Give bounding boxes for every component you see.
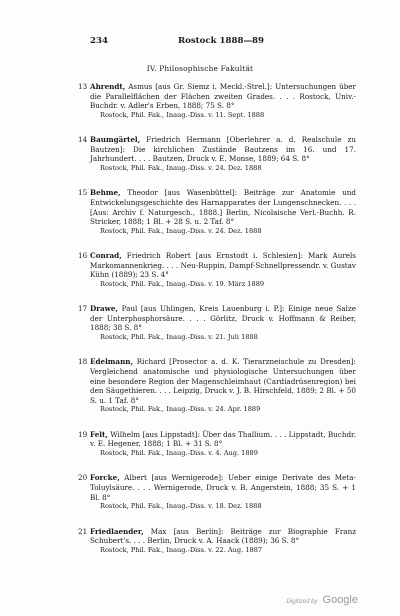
entry-text: Paul [aus Uhlingen, Kreis Lauenburg i. P.]: Einige neue Salze der Unterphosphorsäure. . . . Görlitz, Druck v. Hoffmann & Reiber, 1888; 38 S. 8° [90,304,356,333]
entry-meta: Rostock, Phil. Fak., Inaug.-Diss. v. 24. Dez. 1888 [100,226,262,235]
author-name: Drawe, [90,304,118,314]
entry-number: 20 [78,473,88,483]
entry-meta: Rostock, Phil. Fak., Inaug.-Diss. v. 21. Juli 1888 [100,333,258,342]
list-item [78,526,356,556]
author-name: Felt, [90,429,108,439]
watermark-brand: Google [322,594,358,606]
entry-meta: Rostock, Phil. Fak., Inaug.-Diss. v. 18. Dez. 1888 [100,502,262,511]
entry-text: Theodor [aus Wasenbüttel]: Beiträge zur Anatomie und Entwickelungsgeschichte des Harnapparates der Lungenschnecken. . . . [Aus: Archiv f. Naturgesch., 1888.] Berlin, Nicolaische Verl.-Buchh. R. Stricker, 1888; 1 Bl. + 28 S. u. 2 Taf. 8° [90,188,356,227]
author-name: Edelmann, [90,357,134,367]
entry-number: 13 [78,82,88,91]
entry-text: Wilhelm [aus Lippstadt]: Über das Thallium. . . . Lippstadt, Buchdr. v. E. Hegener, 1888; 1 Bl. + 31 S. 8° [90,429,356,449]
entry-text: Asmus [aus Gr. Siemz i. Meckl.-Strel.]: Untersuchungen über die Parallelflächen der Flächen zweiten Grades. . . . Rostock, Univ.-Buchdr. v. Adler's Erben, 1888; 75 S. 8° [90,82,356,111]
entry-number: 21 [78,526,88,536]
entry-meta: Rostock, Phil. Fak., Inaug.-Diss. v. 22. Aug. 1887 [100,545,263,554]
entry-number: 19 [78,429,88,439]
entry-number: 15 [78,188,88,198]
list-item [78,135,356,173]
list-item [78,429,356,459]
entry-text: Richard [Prosector a. d. K. Tierarzneischule zu Dresden]: Vergleichend anatomische und physiologische Untersuchungen über eine besondere Region der Magenschleimhaut (Cardiadrüsenregion) bei den Säugethieren. . . . Leipzig, Druck v. J. B. Hirschfeld, 1889; 2 Bl. + 50 S. u. 1 Taf. 8° [90,357,356,405]
entry-meta: Rostock, Phil. Fak., Inaug.-Diss. v. 24. Apr. 1889 [100,405,261,414]
author-name: Friedlaender, [90,526,144,536]
section-title: IV. Philosophische Fakultät [146,64,254,73]
author-name: Conrad, [90,251,122,261]
running-head [90,36,352,46]
entry-list [78,82,356,570]
entry-number: 18 [78,357,88,367]
entry-meta: Rostock, Phil. Fak., Inaug.-Diss. v. 24. Dez. 1888 [100,163,262,172]
entry-number: 16 [78,251,88,261]
watermark-prefix: Digitized by [286,599,318,605]
entry-meta: Rostock, Phil. Fak., Inaug.-Diss. v. 11. Sept. 1888 [100,110,265,119]
list-item [78,473,356,511]
running-title: Rostock 1888—89 [177,36,265,46]
entry-text: Friedrich Robert [aus Ernstodt i. Schlesien]: Mark Aurels Markomannenkrieg. . . . Neu-Ruppin, Dampf-Schnellpressendr. v. Gustav Kühn (1889); 23 S. 4° [90,251,356,280]
author-name: Baumgärtel, [90,135,141,145]
entry-text: Max [aus Berlin]: Beiträge zur Biographie Franz Schubert's. . . . Berlin, Druck v. A. Haack (1889); 36 S. 8° [90,526,356,546]
author-name: Behme, [90,188,121,198]
list-item [78,82,356,120]
list-item [78,304,356,342]
entry-number: 17 [78,304,88,314]
author-name: Forcke, [90,473,120,483]
entry-meta: Rostock, Phil. Fak., Inaug.-Diss. v. 19. März 1889 [100,279,265,288]
entry-text: Albert [aus Wernigerode]: Ueber einige Derivate des Meta-Toluylsäure. . . . Wernigerode, Druck v. B. Angerstein, 1888; 35 S. + 1 Bl. 8° [90,473,356,502]
entry-number: 14 [78,135,88,145]
page-number: 234 [90,36,108,46]
list-item [78,251,356,289]
list-item [78,357,356,415]
entry-meta: Rostock, Phil. Fak., Inaug.-Diss. v. 4. Aug. 1889 [100,449,258,457]
google-watermark [286,594,358,606]
list-item [78,188,356,236]
entry-text: Friedrich Hermann [Oberlehrer a. d. Realschule zu Bautzen]: Die kirchlichen Zustände Bautzens im 16. und 17. Jahrhundert. . . . Bautzen, Druck v. E. Monse, 1889; 64 S. 8° [90,135,356,164]
author-name: Ahrendt, [90,82,126,91]
